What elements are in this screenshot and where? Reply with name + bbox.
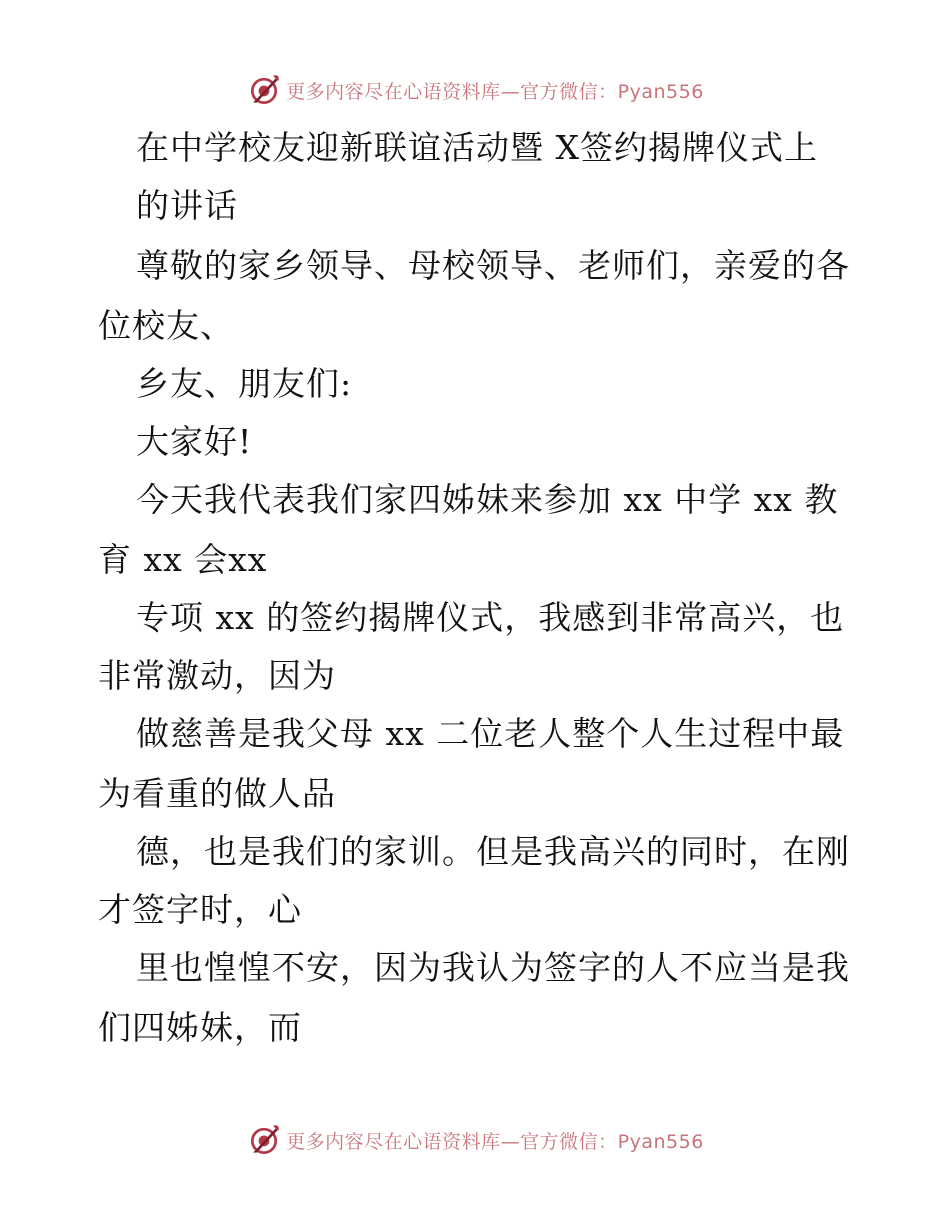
document-title-line: 在中学校友迎新联谊活动暨 X签约揭牌仪式上	[136, 128, 818, 167]
document-line: 尊敬的家乡领导、母校领导、老师们，亲爱的各	[136, 246, 850, 285]
banner-text: 更多内容尽在心语资料库—官方微信：Pyan556	[286, 80, 704, 103]
document-line: 专项 xx 的签约揭牌仪式，我感到非常高兴，也	[136, 598, 845, 637]
document-line: 才签字时，心	[98, 890, 302, 929]
document-line: 今天我代表我们家四姊妹来参加 xx 中学 xx 教	[136, 480, 839, 519]
document-line: 位校友、	[98, 306, 234, 345]
header-banner	[0, 70, 950, 110]
document-line: 育 xx 会xx	[98, 540, 268, 579]
footer-banner	[0, 1120, 950, 1160]
banner-text: 更多内容尽在心语资料库—官方微信：Pyan556	[286, 1130, 704, 1153]
document-line: 大家好!	[136, 422, 253, 461]
document-title-line: 的讲话	[136, 186, 238, 225]
quill-pen-logo-icon	[246, 72, 282, 108]
quill-pen-logo-icon	[246, 1122, 282, 1158]
document-line: 乡友、朋友们:	[136, 364, 353, 403]
document-line: 为看重的做人品	[98, 774, 336, 813]
document-line: 做慈善是我父母 xx 二位老人整个人生过程中最	[136, 714, 845, 753]
document-line: 德，也是我们的家训。但是我高兴的同时，在刚	[136, 832, 850, 871]
document-line: 里也惶惶不安，因为我认为签字的人不应当是我	[136, 948, 850, 987]
document-line: 们四姊妹，而	[98, 1008, 302, 1047]
document-line: 非常激动，因为	[98, 656, 336, 695]
